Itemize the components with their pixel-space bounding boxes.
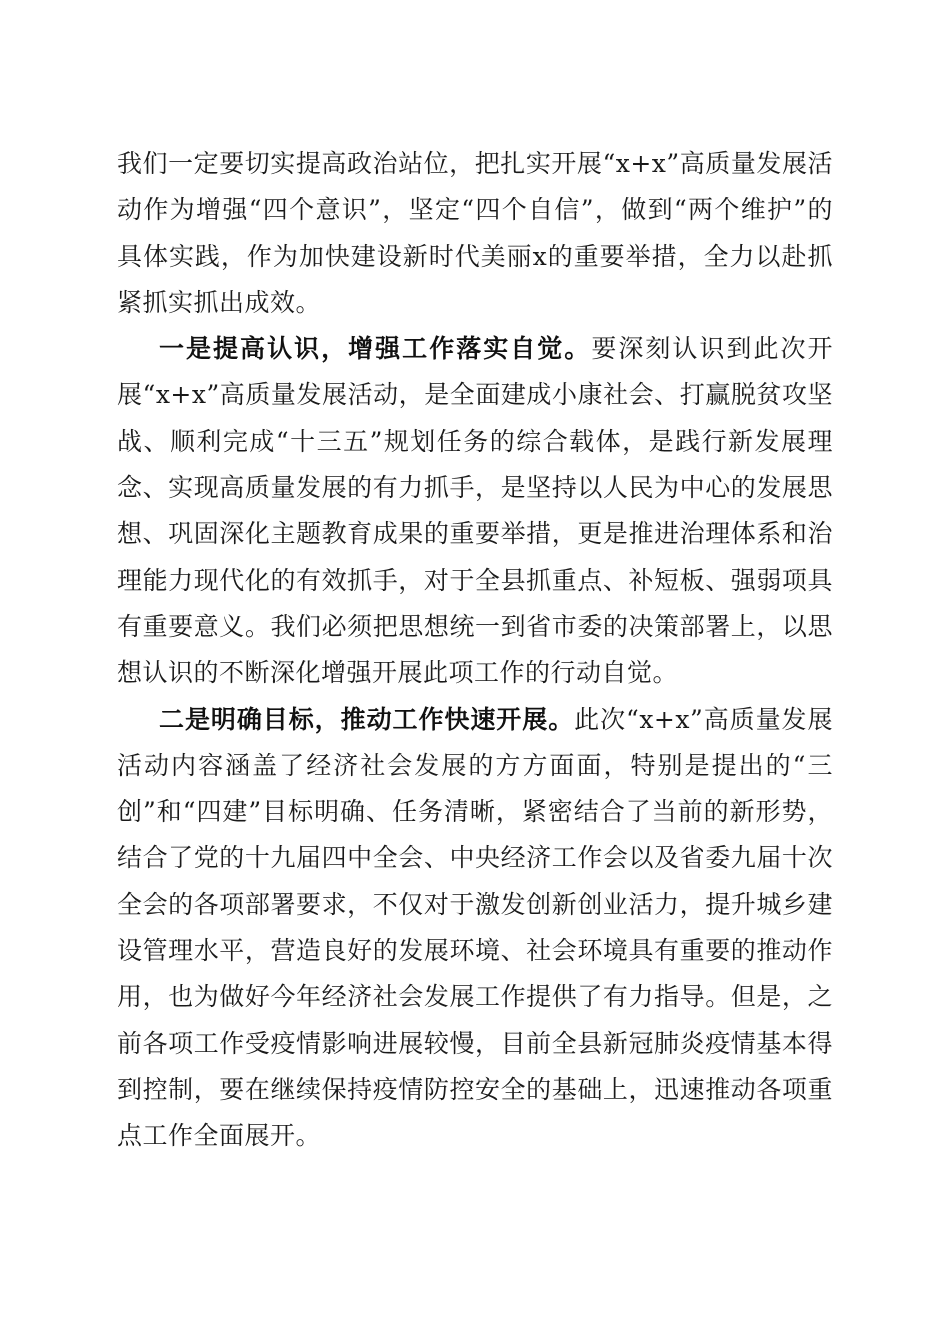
paragraph-lead-heading: 一是提高认识，增强工作落实自觉。 (159, 334, 592, 364)
paragraph-point-two (117, 697, 833, 1160)
paragraph-continuation (117, 141, 833, 326)
paragraph-text: 我们一定要切实提高政治站位，把扎实开展“x+x”高质量发展活动作为增强“四个意识”，坚定“四个自信”，做到“两个维护”的具体实践，作为加快建设新时代美丽x的重要举措，全力以赴抓紧抓实抓出成效。 (117, 149, 833, 317)
paragraph-text: 此次“x+x”高质量发展活动内容涵盖了经济社会发展的方方面面，特别是提出的“三创”和“四建”目标明确、任务清晰，紧密结合了当前的新形势，结合了党的十九届四中全会、中央经济工作会以及省委九届十次全会的各项部署要求，不仅对于激发创新创业活力，提升城乡建设管理水平，营造良好的发展环境、社会环境具有重要的推动作用，也为做好今年经济社会发展工作提供了有力指导。但是，之前各项工作受疫情影响进展较慢，目前全县新冠肺炎疫情基本得到控制，要在继续保持疫情防控安全的基础上，迅速推动各项重点工作全面展开。 (117, 704, 833, 1151)
paragraph-point-one (117, 326, 833, 696)
document-body (117, 141, 833, 1160)
paragraph-text: 要深刻认识到此次开展“x+x”高质量发展活动，是全面建成小康社会、打赢脱贫攻坚战、顺利完成“十三五”规划任务的综合载体，是践行新发展理念、实现高质量发展的有力抓手，是坚持以人民为中心的发展思想、巩固深化主题教育成果的重要举措，更是推进治理体系和治理能力现代化的有效抓手，对于全县抓重点、补短板、强弱项具有重要意义。我们必须把思想统一到省市委的决策部署上，以思想认识的不断深化增强开展此项工作的行动自觉。 (117, 334, 833, 688)
paragraph-lead-heading: 二是明确目标，推动工作快速开展。 (159, 704, 575, 734)
